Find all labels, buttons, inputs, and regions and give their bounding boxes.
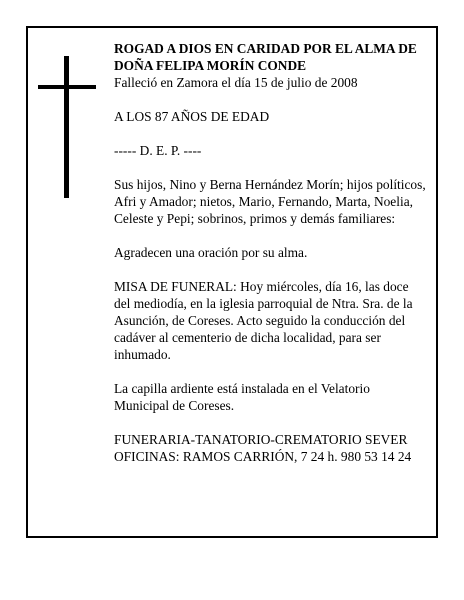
chapel-paragraph: La capilla ardiente está instalada en el Velatorio Municipal de Coreses.: [114, 381, 370, 413]
cross-vertical-bar: [64, 56, 69, 198]
funeral-home-line: FUNERARIA-TANATORIO-CREMATORIO SEVER: [114, 432, 408, 447]
rip-line: ----- D. E. P. ----: [114, 143, 202, 158]
deceased-name: DOÑA FELIPA MORÍN CONDE: [114, 58, 307, 73]
cross-horizontal-bar: [38, 85, 96, 89]
age-line: A LOS 87 AÑOS DE EDAD: [114, 109, 270, 124]
thanks-paragraph: Agradecen una oración por su alma.: [114, 245, 308, 260]
heading-line-1: ROGAD A DIOS EN CARIDAD POR EL ALMA DE: [114, 41, 417, 56]
family-paragraph: Sus hijos, Nino y Berna Hernández Morín; hijos políticos, Afri y Amador; nietos, Mario, Fernando, Marta, Noelia, Celeste y Pepi; sobrinos, primos y demás familiares:: [114, 177, 426, 226]
obituary-text: [114, 40, 426, 465]
mass-paragraph: MISA DE FUNERAL: Hoy miércoles, día 16, las doce del mediodía, en la iglesia parroquial de Ntra. Sra. de la Asunción, de Coreses. Acto seguido la conducción del cadáver al cementerio de dicha localidad, para ser inhumado.: [114, 279, 413, 362]
offices-line: OFICINAS: RAMOS CARRIÓN, 7 24 h. 980 53 14 24: [114, 449, 412, 464]
death-info: Falleció en Zamora el día 15 de julio de 2008: [114, 75, 358, 90]
